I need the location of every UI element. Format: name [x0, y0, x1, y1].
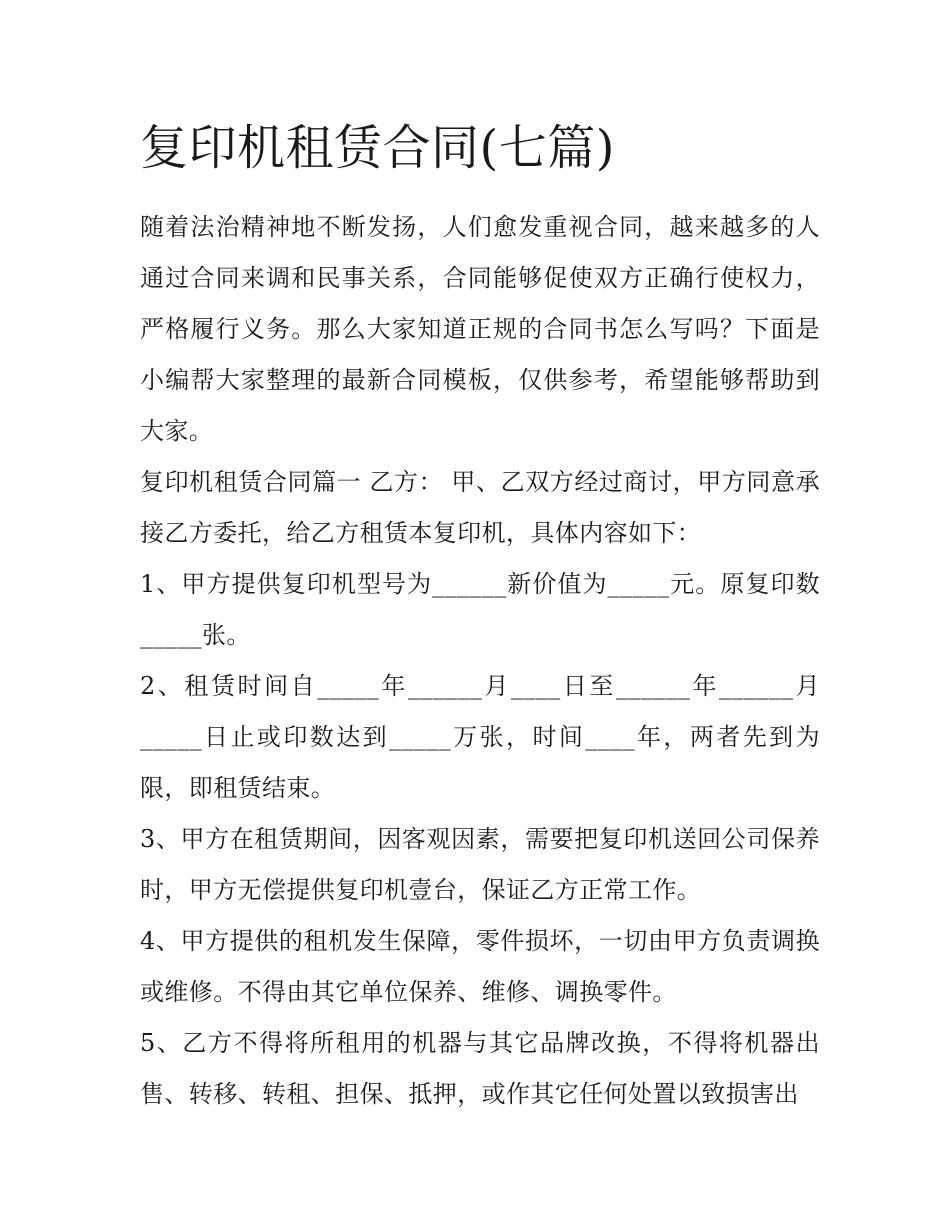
document-title: 复印机租赁合同(七篇): [140, 120, 615, 176]
clause-5: 5、乙方不得将所租用的机器与其它品牌改换，不得将机器出售、转移、转租、担保、抵押，或作其它任何处置以致损害出: [140, 1029, 820, 1108]
clause-3: 3、甲方在租赁期间，因客观因素，需要把复印机送回公司保养时，甲方无偿提供复印机壹台，保证乙方正常工作。: [140, 825, 820, 904]
contract-preamble: 复印机租赁合同篇一 乙方： 甲、乙双方经过商讨，甲方同意承接乙方委托，给乙方租赁本复印机，具体内容如下：: [140, 468, 820, 547]
document-body: [140, 112, 820, 1120]
clause-2: 2、租赁时间自_____年______月____日至______年______月_____日止或印数达到_____万张，时间____年，两者先到为限，即租赁结束。: [140, 672, 820, 802]
clause-1: 1、甲方提供复印机型号为______新价值为_____元。原复印数_____张。: [140, 570, 820, 649]
intro-paragraph: 随着法治精神地不断发扬，人们愈发重视合同，越来越多的人通过合同来调和民事关系，合同能够促使双方正确行使权力，严格履行义务。那么大家知道正规的合同书怎么写吗？下面是小编帮大家整理的最新合同模板，仅供参考，希望能够帮助到大家。: [140, 213, 820, 445]
clause-4: 4、甲方提供的租机发生保障，零件损坏，一切由甲方负责调换或维修。不得由其它单位保养、维修、调换零件。: [140, 927, 820, 1006]
